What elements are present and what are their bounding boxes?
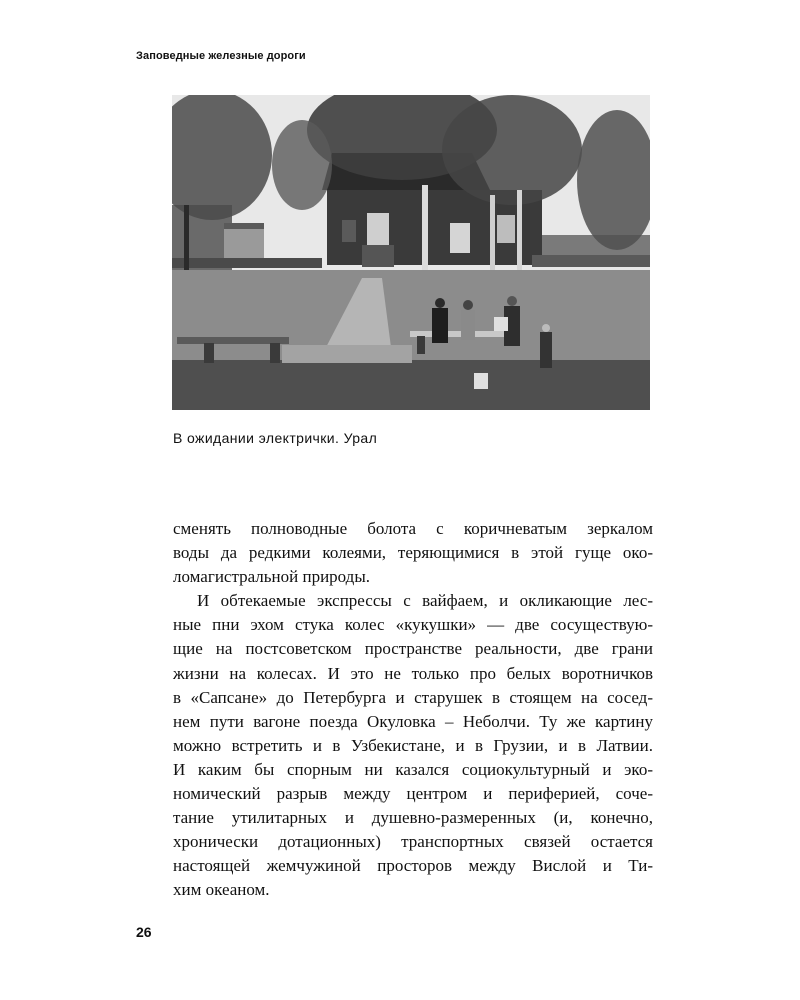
text-line: щие на постсоветском пространстве реальности, две грани <box>173 639 653 659</box>
text-line: И обтекаемые экспрессы с вайфаем, и окликающие лес- <box>197 591 653 611</box>
text-line: И каким бы спорным ни казался социокультурный и эко- <box>173 759 653 779</box>
photo-caption: В ожидании электрички. Урал <box>173 430 378 446</box>
text-line: нем пути вагоне поезда Окуловка – Неболчи. Ту же картину <box>173 711 653 731</box>
text-line: настоящей жемчужиной просторов между Вислой и Ти- <box>173 856 653 876</box>
text-line: номический разрыв между центром и периферией, соче- <box>173 784 653 804</box>
body-text <box>173 517 653 903</box>
text-line: жизни на колесах. И это не только про белых воротничков <box>173 663 653 683</box>
page-number: 26 <box>136 924 152 940</box>
text-line: ные пни эхом стука колес «кукушки» — две сосуществую- <box>173 615 653 635</box>
text-line: ломагистральной природы. <box>173 567 371 587</box>
text-line: хим океаном. <box>173 880 270 900</box>
text-line: воды да редкими колеями, теряющимися в этой гуще око- <box>173 543 653 563</box>
running-head: Заповедные железные дороги <box>136 50 306 62</box>
text-line: в «Сапсане» до Петербурга и старушек в стоящем на сосед- <box>173 687 653 707</box>
text-line: можно встретить и в Узбекистане, и в Грузии, и в Латвии. <box>173 735 653 755</box>
photograph <box>172 95 650 410</box>
text-line: сменять полноводные болота с коричневатым зеркалом <box>173 519 653 538</box>
text-line: хронически дотационных) транспортных связей остается <box>173 832 653 852</box>
text-line: тание утилитарных и душевно-размеренных (и, конечно, <box>173 808 653 828</box>
